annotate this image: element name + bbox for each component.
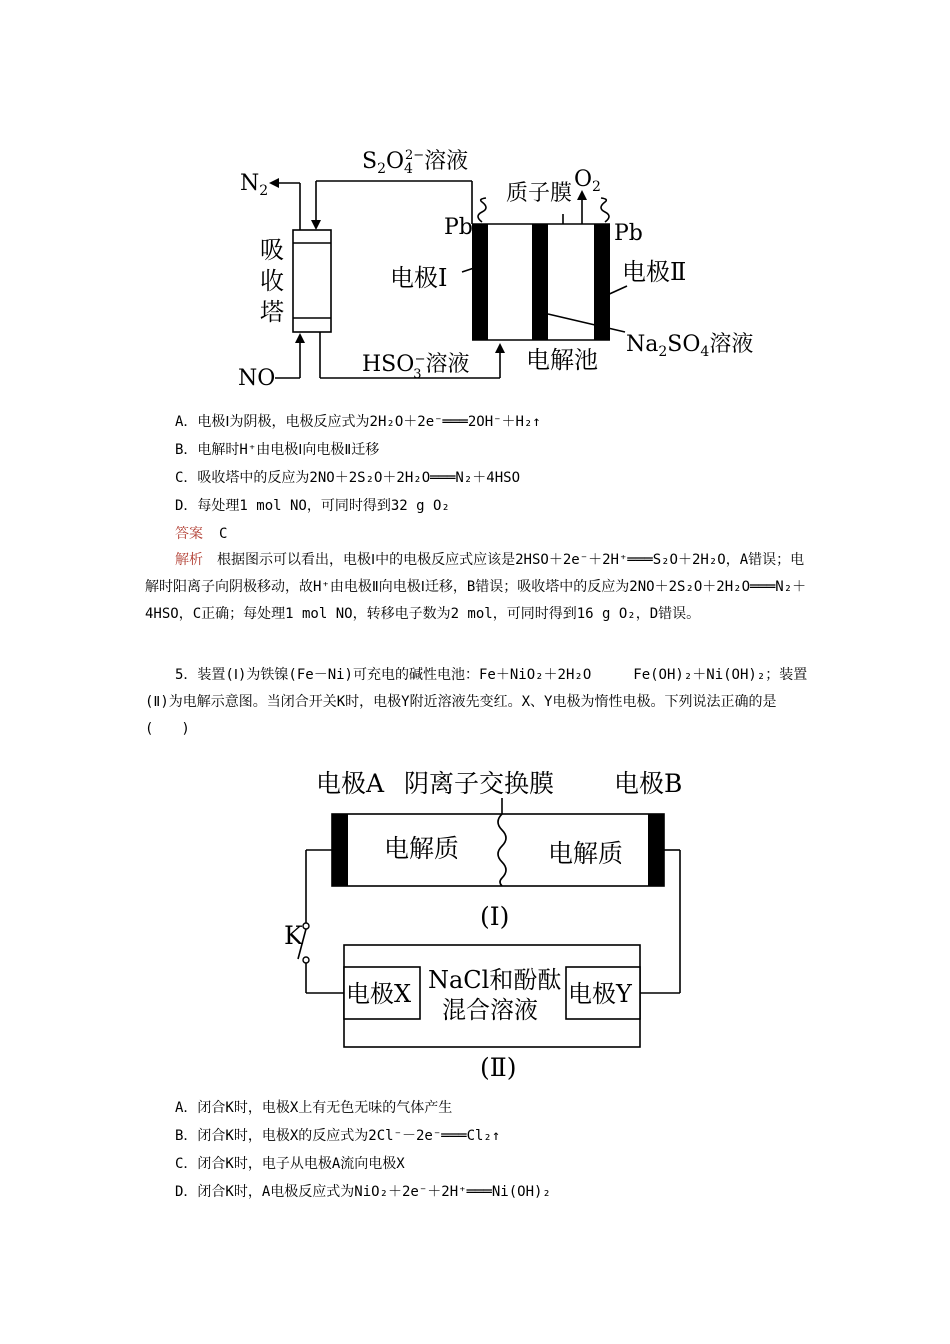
q5-stem: 5．装置(Ⅰ)为铁镍(Fe－Ni)可充电的碱性电池：Fe＋NiO₂＋2H₂O Fe(OH)₂＋Ni(OH)₂；装置(Ⅱ)为电解示意图。当闭合开关K时，电极Y附近溶液先变红。X、Y电极为惰性电极。下列说法正确的是( ) — [145, 667, 808, 737]
q5-option-a: A．闭合K时，电极X上有无色无味的气体产生 — [175, 1100, 453, 1116]
q4-option-b: B．电解时H⁺由电极Ⅰ向电极Ⅱ迁移 — [175, 442, 380, 458]
device-1-label: (Ⅰ) — [480, 902, 510, 931]
q4-option-d: D．每处理1 mol NO，可同时得到32 g O₂ — [175, 498, 450, 514]
analysis-label: 解析 — [175, 552, 203, 568]
hso3-solution-label: 溶液 — [425, 352, 470, 377]
electrode-b-plate — [648, 814, 664, 886]
analysis-text: 根据图示可以看出，电极Ⅰ中的电极反应式应该是2HSO＋2e⁻＋2H⁺═══S₂O＋2H₂O，A错误；电解时阳离子向阴极移动，故H⁺由电极Ⅱ向电极Ⅰ迁移，B错误；吸收塔中的反应为2NO＋2S₂O＋2H₂O═══N₂＋4HSO，C正确；每处理1 mol NO，转移电子数为2 mol，可同时得到16 g O₂，D错误。 — [145, 552, 807, 622]
pb-right-label: Pb — [614, 221, 643, 246]
electrode-y-label: 电极Y — [568, 980, 632, 1008]
o2-label: O — [574, 167, 593, 192]
s2o4-solution-label: 溶液 — [424, 149, 469, 174]
electrode-a-label: 电极A — [316, 769, 385, 798]
svg-text:Na2SO4溶液: $Na_2SO_4$溶液 — [626, 332, 754, 360]
q5-option-c: C．闭合K时，电子从电极A流向电极X — [175, 1156, 405, 1172]
electrode-1-label: 电极Ⅰ — [390, 264, 448, 292]
electrolytic-cell-label: 电解池 — [526, 346, 598, 374]
q4-option-a: A．电极Ⅰ为阴极，电极反应式为2H₂O＋2e⁻═══2OH⁻＋H₂↑ — [175, 414, 541, 430]
q5-option-b: B．闭合K时，电极X的反应式为2Cl⁻－2e⁻═══Cl₂↑ — [175, 1128, 501, 1144]
tower-label-2: 收 — [260, 267, 284, 295]
electrode-b-label: 电极B — [614, 769, 683, 798]
electrolyte-left-label: 电解质 — [384, 834, 460, 863]
solution-line-1: NaCl和酚酞 — [428, 966, 562, 994]
tower-label-1: 吸 — [260, 236, 284, 264]
svg-text:N2: $N_2$ — [240, 171, 269, 199]
switch-k-label: K — [284, 921, 303, 950]
electrolyte-right-label: 电解质 — [548, 839, 624, 868]
svg-text:HSO3−溶液: HSO3−溶液 — [362, 352, 470, 382]
tower-label-3: 塔 — [260, 298, 284, 326]
no-label: NO — [238, 366, 276, 391]
q5-option-d: D．闭合K时，A电极反应式为NiO₂＋2e⁻＋2H⁺═══Ni(OH)₂ — [175, 1184, 551, 1200]
answer-label: 答案 — [175, 526, 203, 542]
device-2-label: (Ⅱ) — [480, 1053, 517, 1082]
electrode-a-plate — [332, 814, 348, 886]
proton-membrane-label: 质子膜 — [506, 181, 573, 206]
anion-membrane-label: 阴离子交换膜 — [404, 769, 555, 798]
svg-text:O2: $O_2$ — [574, 167, 601, 195]
svg-text:S2O42−溶液: $S_2O_42-$溶液 — [362, 148, 469, 177]
q4-option-c: C．吸收塔中的反应为2NO＋2S₂O＋2H₂O═══N₂＋4HSO — [175, 470, 521, 486]
electrode-x-label: 电极X — [346, 980, 412, 1008]
pb-left-label: Pb — [444, 215, 473, 240]
na2so4-solution-label: 溶液 — [709, 332, 754, 357]
electrode-2-label: 电极Ⅱ — [622, 258, 687, 286]
answer-value: C — [219, 526, 228, 542]
n2-label: N — [240, 171, 260, 196]
solution-line-2: 混合溶液 — [442, 996, 538, 1024]
